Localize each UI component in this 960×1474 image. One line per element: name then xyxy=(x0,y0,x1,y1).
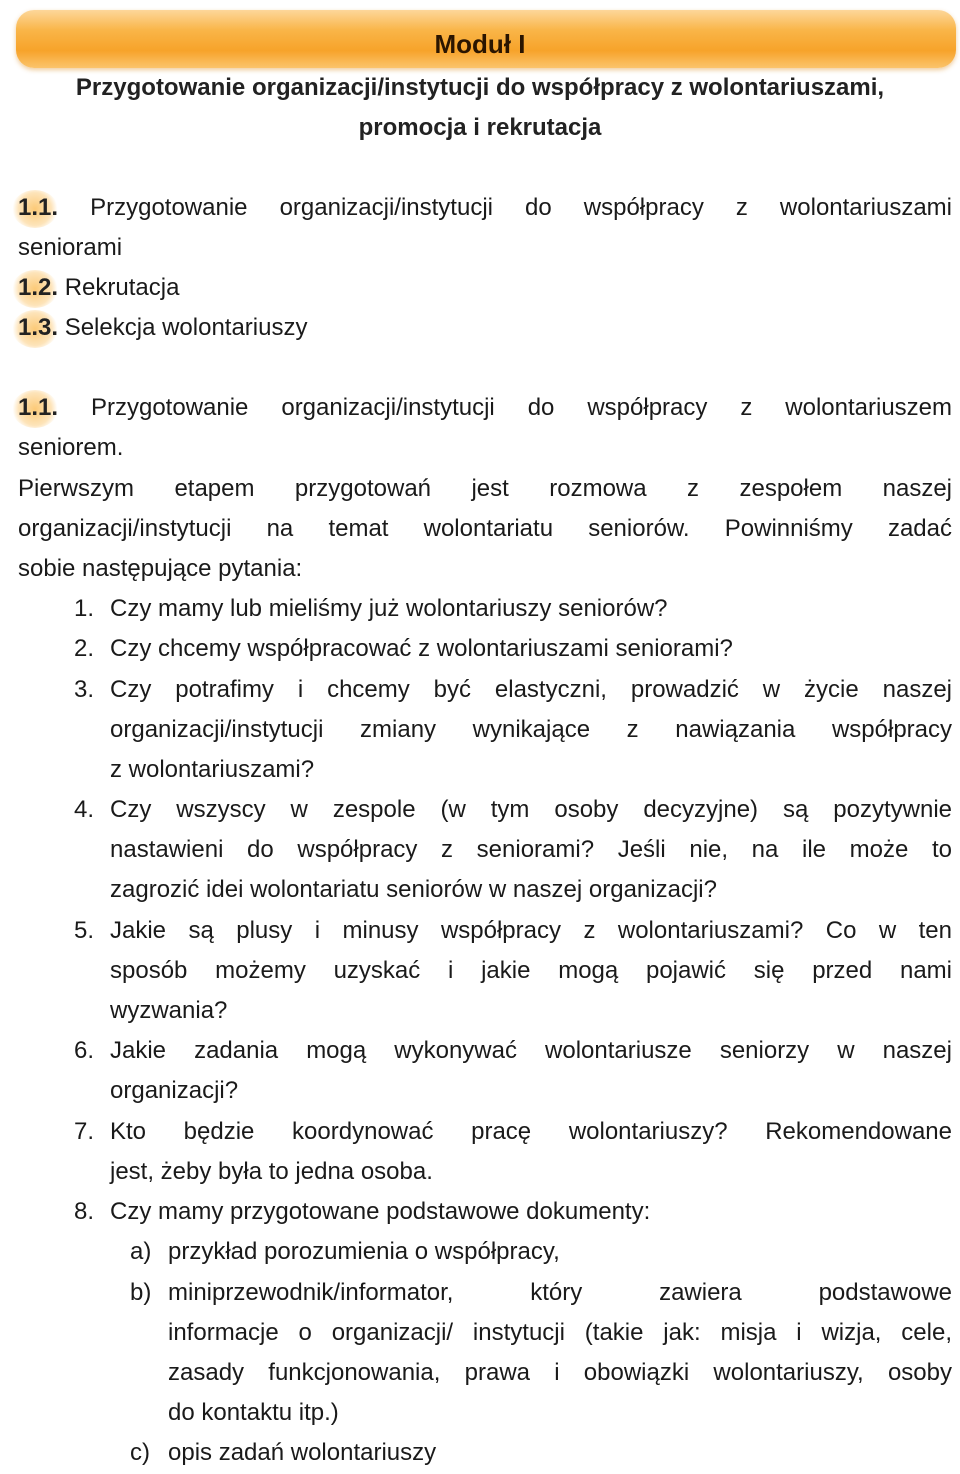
question-4-line-3: zagrozić idei wolontariatu seniorów w naszej organizacji? xyxy=(110,876,717,903)
subitem-a-letter: a) xyxy=(130,1238,152,1265)
subitem-c-letter: c) xyxy=(130,1439,150,1466)
question-4-number: 4. xyxy=(73,796,94,823)
intro-line-2: organizacji/instytucji na temat wolontariatu seniorów. Powinniśmy zadać xyxy=(18,515,952,542)
question-5-line-2: sposób możemy uzyskać i jakie mogą pojawić się przed nami xyxy=(110,957,952,984)
question-8-number: 8. xyxy=(73,1198,94,1225)
toc-item-1-text: Przygotowanie organizacji/instytucji do współpracy z wolontariuszami xyxy=(90,194,952,221)
subitem-b-letter: b) xyxy=(130,1279,152,1306)
toc-item-2-text: Rekrutacja xyxy=(64,274,180,301)
question-2-line-1: Czy chcemy współpracować z wolontariuszami seniorami? xyxy=(110,635,733,662)
question-3-line-1: Czy potrafimy i chcemy być elastyczni, prowadzić w życie naszej xyxy=(110,676,952,703)
toc-item-3-text: Selekcja wolontariuszy xyxy=(64,314,308,341)
question-3-line-2: organizacji/instytucji zmiany wynikające z nawiązania współpracy xyxy=(110,716,952,743)
intro-line-1: Pierwszym etapem przygotowań jest rozmowa z zespołem naszej xyxy=(18,475,952,502)
question-6-line-2: organizacji? xyxy=(110,1077,239,1104)
toc-item-1-cont: seniorami xyxy=(18,234,123,261)
question-7-line-2: jest, żeby była to jedna osoba. xyxy=(110,1158,433,1185)
toc-item-3 xyxy=(18,308,307,348)
question-4-line-2: nastawieni do współpracy z seniorami? Jeśli nie, na ile może to xyxy=(110,836,952,863)
question-5-line-1: Jakie są plusy i minusy współpracy z wolontariuszami? Co w ten xyxy=(110,917,952,944)
question-6-line-1: Jakie zadania mogą wykonywać wolontariusze seniorzy w naszej xyxy=(110,1037,952,1064)
toc-number-2: 1.2. xyxy=(18,268,58,308)
question-7-number: 7. xyxy=(73,1118,94,1145)
question-4-line-1: Czy wszyscy w zespole (w tym osoby decyzyjne) są pozytywnie xyxy=(110,796,952,823)
module-heading-line-1: Przygotowanie organizacji/instytucji do współpracy z wolontariuszami, xyxy=(75,74,885,101)
intro-line-3: sobie następujące pytania: xyxy=(18,555,303,582)
module-heading xyxy=(0,68,960,148)
subitem-b-line-3: zasady funkcjonowania, prawa i obowiązki wolontariuszy, osoby xyxy=(168,1359,952,1386)
subitem-b-line-1: miniprzewodnik/informator, który zawiera podstawowe xyxy=(168,1279,952,1306)
section-number: 1.1. xyxy=(18,388,58,428)
toc-number-1: 1.1. xyxy=(18,188,58,228)
toc-item-1 xyxy=(18,188,952,228)
question-5-line-3: wyzwania? xyxy=(110,997,228,1024)
section-title-line-1: Przygotowanie organizacji/instytucji do współpracy z wolontariuszem xyxy=(90,394,953,421)
section-heading xyxy=(18,388,952,428)
subitem-b-line-2: informacje o organizacji/ instytucji (takie jak: misja i wizja, cele, xyxy=(168,1319,952,1346)
question-3-number: 3. xyxy=(73,676,94,703)
question-8-line-1: Czy mamy przygotowane podstawowe dokumenty: xyxy=(110,1198,651,1225)
question-5-number: 5. xyxy=(73,917,94,944)
toc-item-2 xyxy=(18,268,179,308)
subitem-b-line-4: do kontaktu itp.) xyxy=(168,1399,339,1426)
question-3-line-3: z wolontariuszami? xyxy=(110,756,315,783)
section-title-line-2: seniorem. xyxy=(18,434,124,461)
subitem-a-line-1: przykład porozumienia o współpracy, xyxy=(168,1238,560,1265)
question-2-number: 2. xyxy=(73,635,94,662)
subitem-c-line-1: opis zadań wolontariuszy xyxy=(168,1439,437,1466)
question-7-line-1: Kto będzie koordynować pracę wolontariuszy? Rekomendowane xyxy=(110,1118,952,1145)
question-1-line-1: Czy mamy lub mieliśmy już wolontariuszy seniorów? xyxy=(110,595,668,622)
module-heading-line-2: promocja i rekrutacja xyxy=(358,114,602,141)
question-1-number: 1. xyxy=(73,595,94,622)
question-6-number: 6. xyxy=(73,1037,94,1064)
toc-number-3: 1.3. xyxy=(18,308,58,348)
module-title: Moduł I xyxy=(434,29,526,59)
